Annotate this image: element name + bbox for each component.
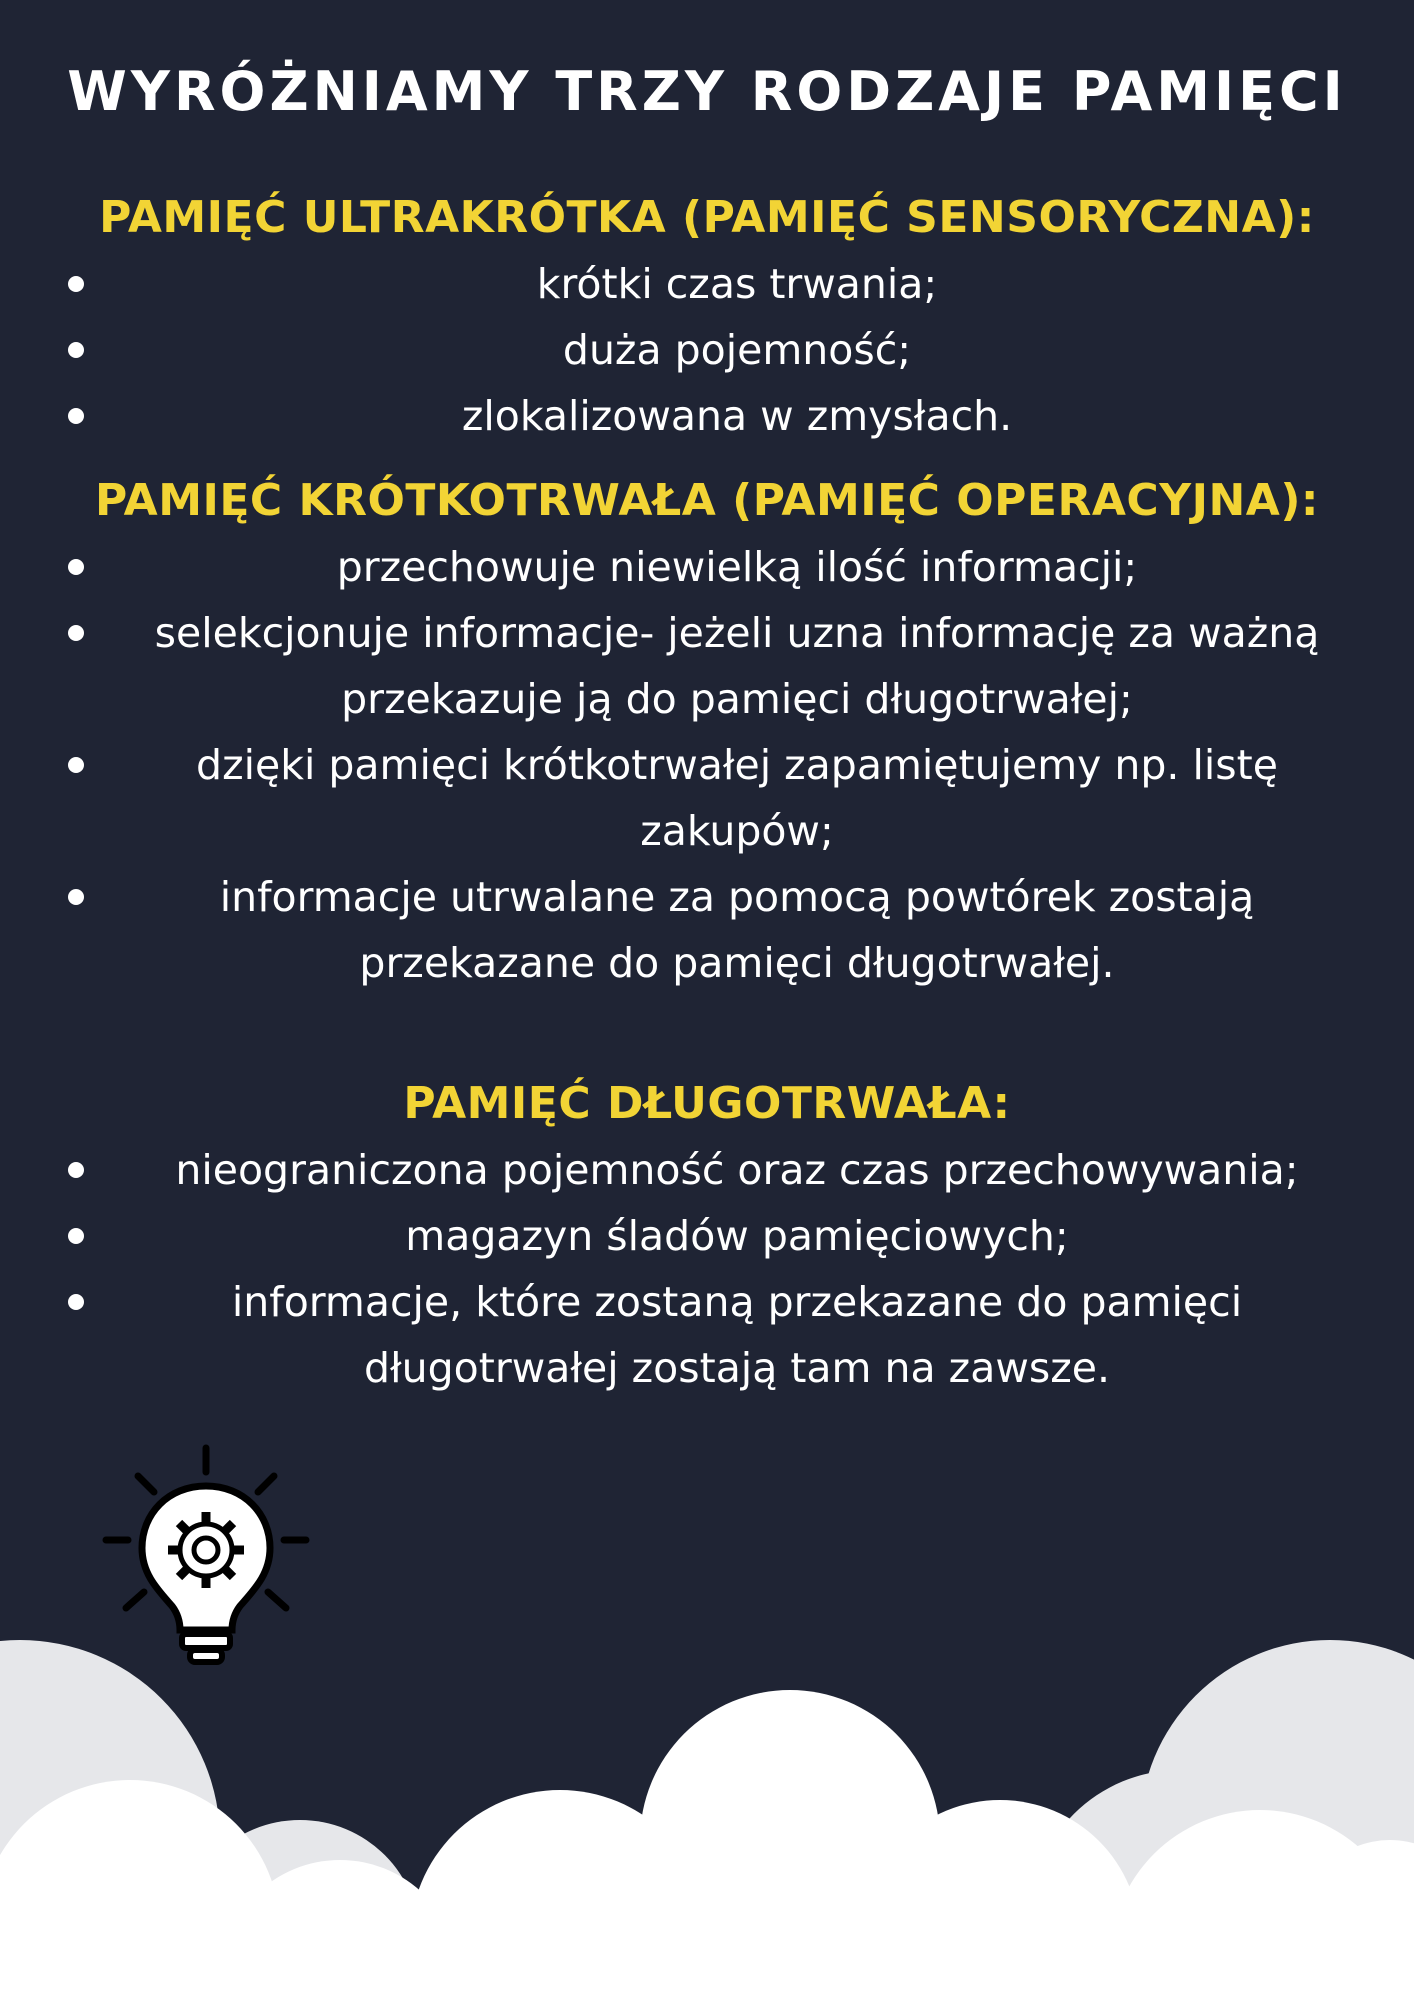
list-item <box>0 1203 1414 1269</box>
section-heading: PAMIĘĆ DŁUGOTRWAŁA: <box>403 1078 1011 1129</box>
list-item <box>0 1137 1414 1203</box>
list-item <box>0 317 1414 383</box>
list-item-text: selekcjonuje informacje- jeżeli uzna informację za ważną przekazuje ją do pamięci długotrwałej; <box>154 609 1320 723</box>
list-item <box>0 864 1414 996</box>
page-title: WYRÓŻNIAMY TRZY RODZAJE PAMIĘCI <box>67 60 1347 123</box>
bullet-icon <box>68 342 84 358</box>
section-shortterm <box>0 468 1414 996</box>
section-ultrashort <box>0 185 1414 449</box>
bullet-icon <box>68 559 84 575</box>
list-item-text: nieograniczona pojemność oraz czas przechowywania; <box>175 1146 1299 1194</box>
list-item-text: informacje utrwalane za pomocą powtórek zostają przekazane do pamięci długotrwałej. <box>219 873 1255 987</box>
list-item-text: krótki czas trwania; <box>536 260 938 308</box>
bullet-list <box>0 1137 1414 1401</box>
bullet-icon <box>68 625 84 641</box>
section-heading: PAMIĘĆ KRÓTKOTRWAŁA (PAMIĘĆ OPERACYJNA): <box>94 475 1320 526</box>
list-item <box>0 251 1414 317</box>
list-item-text: zlokalizowana w zmysłach. <box>461 392 1013 440</box>
list-item <box>0 600 1414 732</box>
bullet-icon <box>68 408 84 424</box>
bullet-list <box>0 534 1414 996</box>
list-item <box>0 383 1414 449</box>
list-item-text: duża pojemność; <box>562 326 912 374</box>
list-item-text: informacje, które zostaną przekazane do pamięci długotrwałej zostają tam na zawsze. <box>231 1278 1243 1392</box>
list-item-text: dzięki pamięci krótkotrwałej zapamiętujemy np. listę zakupów; <box>196 741 1278 855</box>
bullet-list <box>0 251 1414 449</box>
bullet-icon <box>68 276 84 292</box>
list-item <box>0 732 1414 864</box>
section-heading: PAMIĘĆ ULTRAKRÓTKA (PAMIĘĆ SENSORYCZNA): <box>99 192 1315 243</box>
list-item-text: magazyn śladów pamięciowych; <box>405 1212 1069 1260</box>
bullet-icon <box>68 1228 84 1244</box>
bullet-icon <box>68 1162 84 1178</box>
lightbulb-gear-icon <box>98 1440 314 1670</box>
bullet-icon <box>68 757 84 773</box>
bullet-icon <box>68 889 84 905</box>
bullet-icon <box>68 1294 84 1310</box>
list-item <box>0 1269 1414 1401</box>
list-item <box>0 534 1414 600</box>
section-longterm <box>0 1071 1414 1401</box>
list-item-text: przechowuje niewielką ilość informacji; <box>336 543 1138 591</box>
